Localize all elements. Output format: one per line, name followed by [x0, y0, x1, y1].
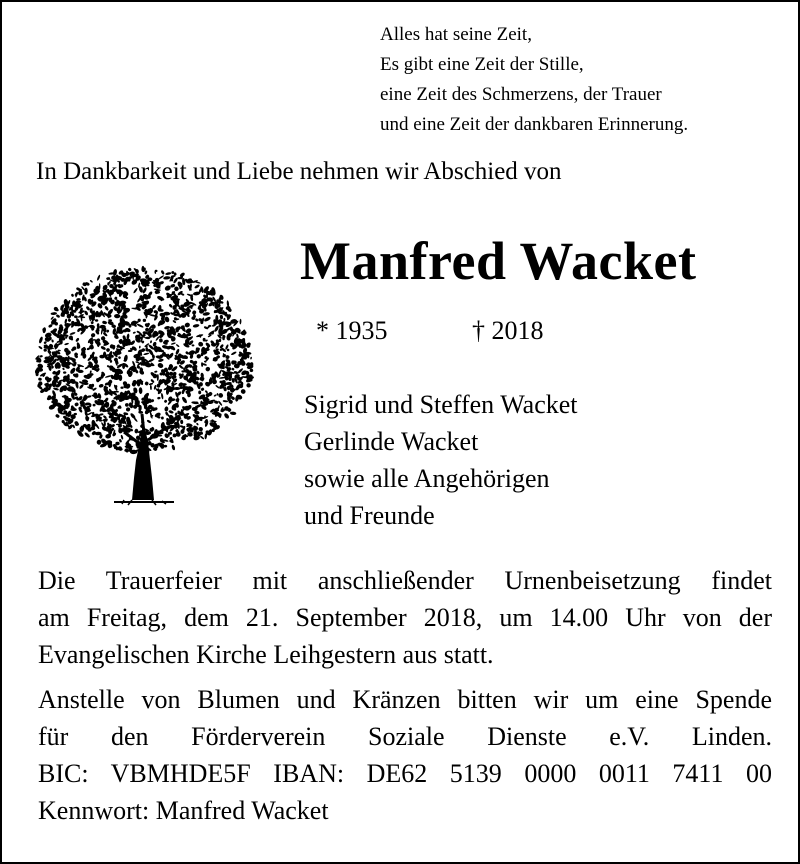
- leaf-mark: [184, 322, 190, 328]
- leaf-mark: [250, 357, 252, 360]
- poem-line: Es gibt eine Zeit der Stille,: [380, 54, 584, 75]
- leaf-mark: [56, 314, 61, 318]
- leaf-mark: [43, 348, 47, 351]
- leaf-mark: [144, 381, 149, 386]
- leaf-mark: [223, 400, 229, 403]
- leaf-mark: [226, 300, 229, 307]
- leaf-mark: [150, 340, 152, 343]
- leaf-mark: [79, 383, 85, 389]
- leaf-mark: [138, 319, 141, 322]
- leaf-mark: [126, 407, 131, 412]
- leaf-mark: [91, 321, 94, 324]
- leaf-mark: [62, 367, 65, 370]
- leaf-mark: [120, 386, 124, 389]
- leaf-mark: [164, 325, 170, 329]
- leaf-mark: [178, 364, 183, 369]
- leaf-mark: [154, 370, 158, 373]
- leaf-mark: [150, 385, 152, 390]
- donation-keyword: Kennwort: Manfred Wacket: [38, 796, 329, 825]
- leaf-mark: [90, 332, 96, 337]
- leaf-mark: [146, 419, 151, 423]
- leaf-mark: [206, 293, 208, 299]
- leaf-mark: [74, 315, 78, 318]
- leaf-mark: [38, 336, 43, 344]
- mourner: Sigrid und Steffen Wacket: [304, 390, 578, 419]
- leaf-mark: [85, 415, 90, 421]
- leaf-mark: [158, 358, 164, 362]
- leaf-mark: [240, 388, 246, 394]
- leaf-mark: [133, 287, 138, 293]
- poem-line: eine Zeit des Schmerzens, der Trauer: [380, 84, 662, 105]
- leaf-mark: [198, 426, 204, 432]
- leaf-mark: [64, 343, 69, 346]
- leaf-mark: [127, 267, 132, 272]
- leaf-mark: [38, 377, 42, 381]
- leaf-mark: [42, 327, 46, 333]
- mourner: Gerlinde Wacket: [304, 427, 479, 456]
- death-year: † 2018: [472, 316, 544, 345]
- leaf-mark: [98, 383, 104, 388]
- leaf-mark: [194, 284, 200, 289]
- leaf-mark: [114, 314, 120, 318]
- leaf-mark: [161, 393, 164, 400]
- leaf-mark: [84, 366, 89, 370]
- mourners-list: [304, 386, 578, 534]
- poem-line: und eine Zeit der dankbaren Erinnerung.: [380, 114, 689, 135]
- leaf-mark: [87, 412, 93, 416]
- leaf-mark: [100, 345, 106, 350]
- leaf-mark: [76, 342, 81, 349]
- leaf-mark: [203, 316, 211, 322]
- leaf-mark: [164, 406, 169, 412]
- leaf-mark: [125, 403, 129, 407]
- leaf-mark: [163, 276, 171, 280]
- leaf-mark: [192, 310, 197, 315]
- leaf-mark: [51, 339, 54, 342]
- leaf-mark: [231, 367, 235, 371]
- leaf-mark: [168, 303, 173, 308]
- leaf-mark: [227, 349, 230, 352]
- leaf-mark: [196, 422, 199, 425]
- poem: [380, 20, 688, 140]
- leaf-mark: [217, 392, 224, 399]
- leaf-mark: [157, 374, 159, 381]
- leaf-mark: [164, 399, 168, 403]
- leaf-mark: [163, 312, 170, 316]
- leaf-mark: [223, 318, 225, 322]
- leaf-mark: [233, 361, 237, 365]
- leaf-mark: [138, 411, 143, 414]
- leaf-mark: [218, 400, 223, 406]
- leaf-mark: [39, 355, 43, 358]
- donation-line: Anstelle von Blumen und Kränzen bitten wir um eine Spende: [38, 685, 772, 714]
- leaf-mark: [199, 376, 205, 382]
- leaf-mark: [117, 445, 123, 451]
- leaf-mark: [171, 342, 176, 345]
- ceremony-line: Die Trauerfeier mit anschließender Urnenbeisetzung findet: [38, 566, 772, 595]
- leaf-mark: [245, 382, 251, 388]
- leaf-mark: [198, 391, 201, 395]
- ceremony-line: am Freitag, dem 21. September 2018, um 14.00 Uhr von der: [38, 603, 772, 632]
- poem-line: Alles hat seine Zeit,: [380, 24, 532, 45]
- bank-details: BIC: VBMHDE5F IBAN: DE62 5139 0000 0011 7411 00: [38, 759, 772, 788]
- leaf-mark: [159, 338, 163, 343]
- leaf-mark: [195, 318, 199, 322]
- leaf-mark: [103, 352, 106, 358]
- leaf-mark: [231, 351, 237, 356]
- leaf-mark: [174, 286, 179, 291]
- leaf-mark: [120, 284, 123, 287]
- leaf-mark: [67, 318, 71, 322]
- leaf-mark: [139, 346, 141, 349]
- leaf-mark: [191, 401, 199, 405]
- leaf-mark: [84, 288, 88, 295]
- leaf-mark: [104, 305, 109, 311]
- ceremony-line: Evangelischen Kirche Leihgestern aus statt.: [38, 640, 494, 669]
- leaf-mark: [165, 272, 172, 276]
- deceased-name: Manfred Wacket: [300, 231, 697, 291]
- tree-icon: [28, 264, 260, 514]
- leaf-mark: [164, 285, 172, 292]
- leaf-mark: [240, 330, 246, 335]
- leaf-mark: [90, 370, 92, 373]
- leaf-mark: [63, 371, 67, 374]
- leaf-mark: [181, 396, 188, 404]
- leaf-mark: [139, 387, 143, 394]
- leaf-mark: [213, 394, 217, 397]
- leaf-mark: [200, 387, 205, 391]
- leaf-mark: [143, 352, 149, 355]
- leaf-mark: [76, 298, 81, 301]
- leaf-mark: [95, 319, 98, 322]
- leaf-mark: [133, 416, 138, 422]
- mourner: sowie alle Angehörigen: [304, 464, 550, 493]
- leaf-mark: [69, 332, 75, 336]
- leaf-mark: [192, 344, 195, 346]
- leaf-mark: [193, 324, 200, 329]
- leaf-mark: [180, 420, 183, 425]
- leaf-mark: [93, 404, 96, 407]
- leaf-mark: [175, 397, 180, 402]
- leaf-mark: [150, 379, 155, 384]
- donation-line: für den Förderverein Soziale Dienste e.V. Linden.: [38, 722, 772, 751]
- leaf-mark: [74, 402, 79, 407]
- leaf-mark: [118, 356, 121, 359]
- leaf-mark: [217, 393, 219, 396]
- leaf-mark: [96, 274, 100, 281]
- leaf-mark: [149, 382, 154, 385]
- leaf-mark: [102, 320, 107, 324]
- leaf-mark: [205, 366, 211, 372]
- leaf-mark: [212, 379, 218, 385]
- leaf-mark: [168, 410, 174, 414]
- leaf-mark: [230, 411, 237, 415]
- leaf-mark: [160, 270, 164, 275]
- leaf-mark: [75, 337, 80, 342]
- intro-text: In Dankbarkeit und Liebe nehmen wir Abschied von: [36, 158, 562, 185]
- donation-paragraph: [38, 681, 772, 829]
- leaf-mark: [50, 312, 57, 315]
- leaf-mark: [200, 435, 205, 439]
- leaf-mark: [71, 293, 75, 297]
- leaf-mark: [133, 331, 136, 334]
- leaf-mark: [157, 362, 164, 369]
- leaf-mark: [233, 371, 238, 375]
- leaf-mark: [97, 440, 102, 445]
- leaf-mark: [171, 444, 176, 450]
- leaf-mark: [120, 435, 123, 440]
- leaf-mark: [239, 319, 241, 325]
- leaf-mark: [161, 416, 164, 419]
- leaf-mark: [223, 412, 230, 419]
- mourner: und Freunde: [304, 501, 435, 530]
- leaf-mark: [157, 397, 161, 400]
- ceremony-paragraph: [38, 562, 772, 673]
- birth-year: * 1935: [316, 316, 388, 345]
- leaf-mark: [105, 347, 110, 352]
- leaf-mark: [197, 341, 204, 347]
- leaf-mark: [215, 385, 220, 389]
- leaf-mark: [220, 315, 224, 320]
- leaf-mark: [89, 280, 93, 283]
- leaf-mark: [105, 375, 112, 378]
- leaf-mark: [136, 323, 143, 328]
- leaf-mark: [176, 344, 180, 348]
- leaf-mark: [94, 364, 99, 368]
- leaf-mark: [53, 387, 59, 391]
- leaf-mark: [84, 432, 91, 439]
- leaf-mark: [143, 319, 146, 322]
- leaf-mark: [55, 414, 60, 419]
- leaf-mark: [38, 345, 43, 349]
- leaf-mark: [134, 429, 138, 434]
- leaf-mark: [136, 303, 142, 308]
- leaf-mark: [158, 275, 164, 280]
